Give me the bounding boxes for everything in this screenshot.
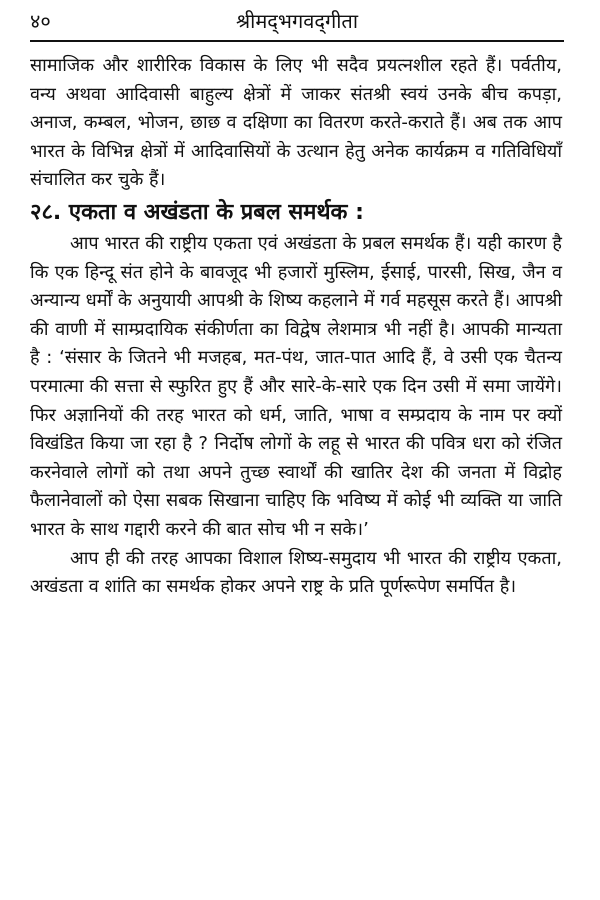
page-header xyxy=(30,2,564,42)
header-rule xyxy=(30,40,564,42)
page-number: ४० xyxy=(30,9,51,33)
paragraph-disciples: आप ही की तरह आपका विशाल शिष्य-समुदाय भी भारत की राष्ट्रीय एकता, अखंडता व शांति का समर्थक होकर अपने राष्ट्र के प्रति पूर्णरूपेण समर्पित है। xyxy=(30,547,562,598)
section-heading: २८. एकता व अखंडता के प्रबल समर्थक : xyxy=(30,199,364,225)
paragraph-unity: आप भारत की राष्ट्रीय एकता एवं अखंडता के प्रबल समर्थक हैं। यही कारण है कि एक हिन्दू संत होने के बावजूद भी हजारों मुस्लिम, ईसाई, पारसी, सिख, जैन व अन्यान्य धर्मों के अनुयायी आपश्री के शिष्य कहलाने में गर्व महसूस करते हैं। आपश्री की वाणी में साम्प्रदायिक संकीर्णता का विद्वेष लेशमात्र भी नहीं है। आपकी मान्यता है : ‘संसार के जितने भी मजहब, मत-पंथ, जात-पात आदि हैं, वे उसी एक चैतन्य परमात्मा की सत्ता से स्फुरित हुए हैं और सारे-के-सारे एक दिन उसी में समा जायेंगे। फिर अज्ञानियों की तरह भारत को धर्म, जाति, भाषा व सम्प्रदाय के नाम पर क्यों विखंडित किया जा रहा है ? निर्दोष लोगों के लहू से भारत की पवित्र धरा को रंजित करनेवाले लोगों को तथा अपने तुच्छ स्वार्थों की खातिर देश की जनता में विद्रोह फैलानेवालों को ऐसा सबक सिखाना चाहिए कि भविष्य में कोई भी व्यक्ति या जाति भारत के साथ गद्दारी करने की बात सोच भी न सके।’ xyxy=(30,232,562,540)
running-title: श्रीमद्‌भगवद्‌गीता xyxy=(236,9,358,33)
paragraph-continued: सामाजिक और शारीरिक विकास के लिए भी सदैव प्रयत्नशील रहते हैं। पर्वतीय, वन्य अथवा आदिवासी बाहुल्य क्षेत्रों में जाकर संतश्री स्वयं उनके बीच कपड़ा, अनाज, कम्बल, भोजन, छाछ व दक्षिणा का वितरण करते-कराते हैं। अब तक आप भारत के विभिन्न क्षेत्रों में आदिवासियों के उत्थान हेतु अनेक कार्यक्रम व गतिविधियाँ संचालित कर चुके हैं। xyxy=(30,55,562,191)
body-text xyxy=(30,52,562,602)
